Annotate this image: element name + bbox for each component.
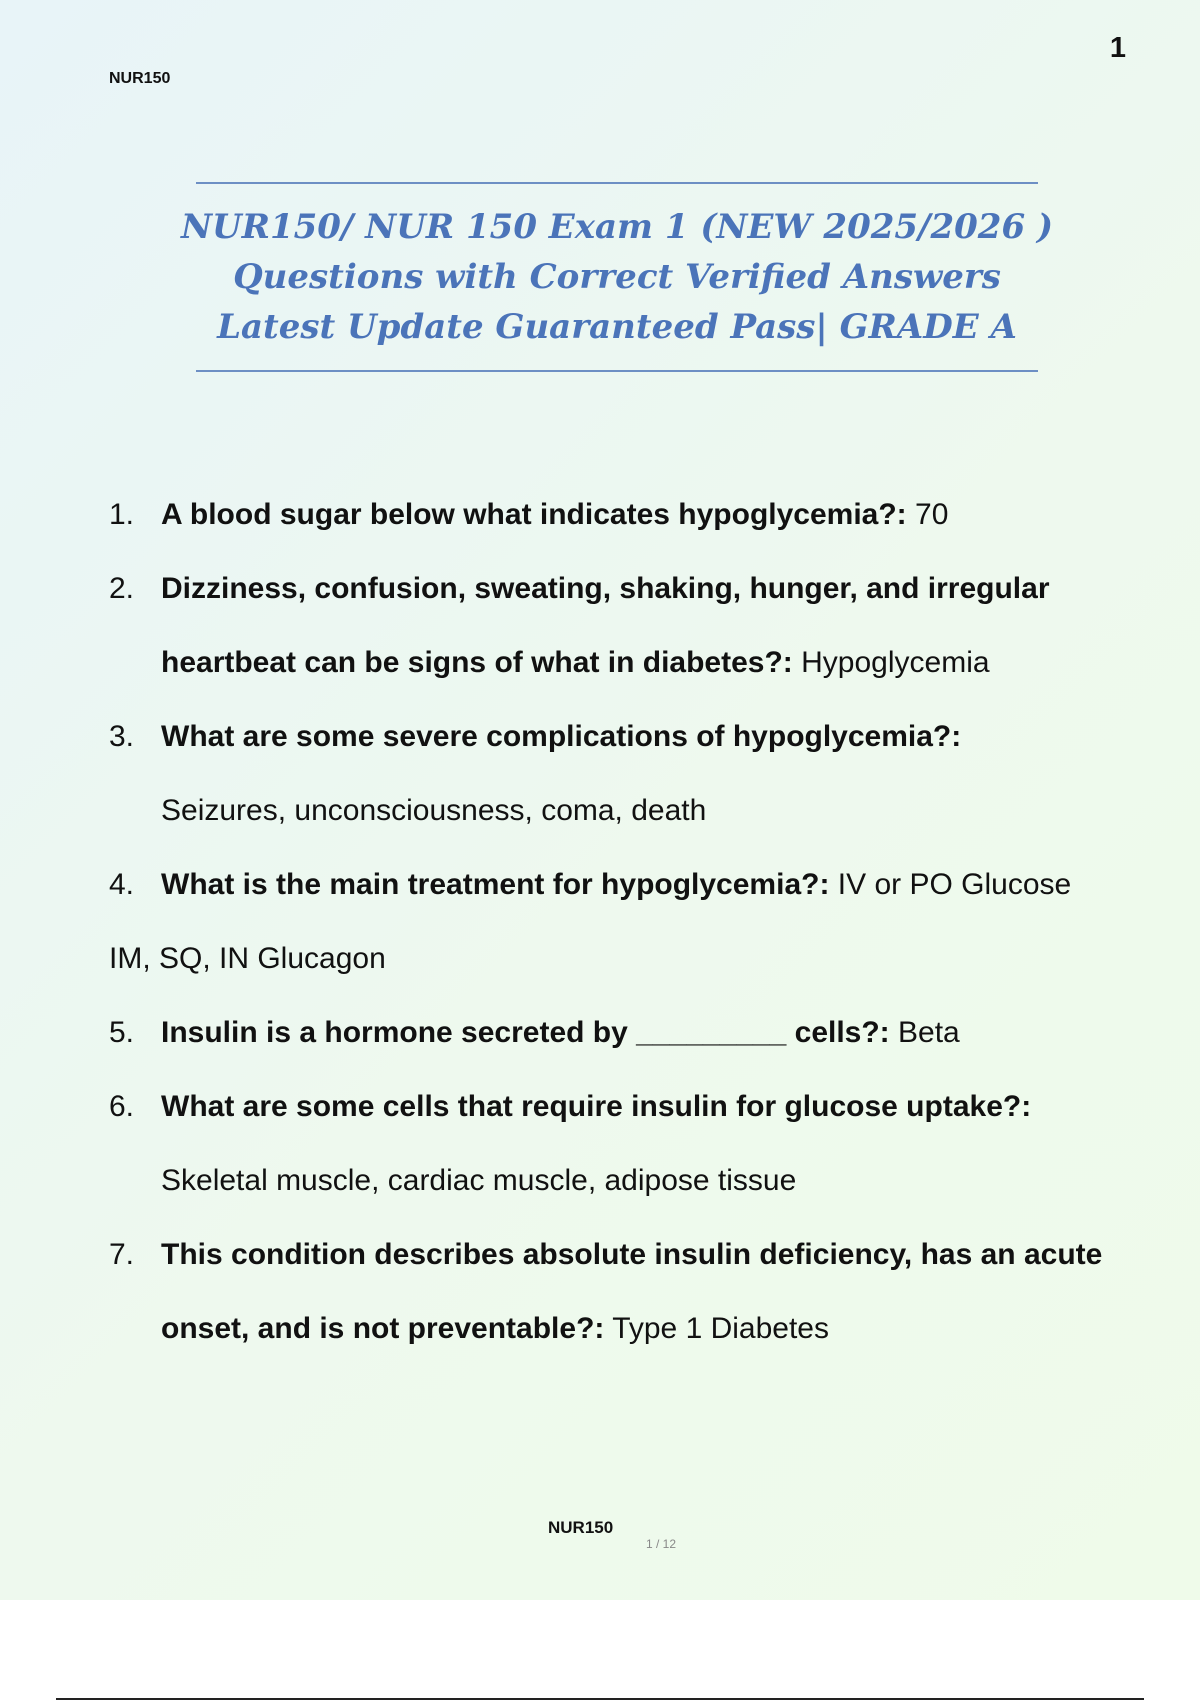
question-text: What are some cells that require insulin for glucose uptake?: [161, 1090, 1032, 1123]
answer-text: Beta [889, 1016, 960, 1049]
question-item-5 [109, 996, 1129, 1070]
question-item-3 [109, 700, 1129, 848]
question-number: 4. [109, 868, 135, 901]
answer-text: 70 [906, 498, 949, 531]
answer-text: Hypoglycemia [792, 646, 990, 679]
question-item-1 [109, 478, 1129, 552]
answer-text: Seizures, unconsciousness, coma, death [161, 794, 707, 827]
question-item-7 [109, 1218, 1129, 1366]
question-number: 6. [109, 1090, 135, 1123]
question-text: Dizziness, confusion, sweating, shaking, hunger, and irregular heartbeat can be signs of what in diabetes?: [161, 572, 1050, 679]
title-line-3: Latest Update Guaranteed Pass| GRADE A [217, 307, 1017, 347]
header-course-code: NUR150 [109, 70, 171, 87]
question-number: 1. [109, 498, 135, 531]
question-number: 3. [109, 720, 135, 753]
question-text: A blood sugar below what indicates hypoglycemia?: [161, 498, 907, 531]
answer-continuation: IM, SQ, IN Glucagon [109, 942, 386, 975]
question-number: 5. [109, 1016, 135, 1049]
question-item-4 [109, 848, 1129, 922]
question-text: This condition describes absolute insulin deficiency, has an acute onset, and is not preventable?: [161, 1238, 1103, 1345]
question-text: What is the main treatment for hypoglycemia?: [161, 868, 830, 901]
footer-course-code: NUR150 [548, 1518, 614, 1537]
question-list [109, 478, 1129, 1366]
document-title [180, 182, 1054, 372]
question-item-2 [109, 552, 1129, 700]
question-item-6 [109, 1070, 1129, 1218]
question-number: 7. [109, 1238, 135, 1271]
page-counter: 1 / 12 [646, 1537, 677, 1551]
answer-text: Type 1 Diabetes [604, 1312, 829, 1345]
title-line-1: NUR150/ NUR 150 Exam 1 (NEW 2025/2026 ) [180, 207, 1054, 247]
question-number: 2. [109, 572, 135, 605]
question-text: Insulin is a hormone secreted by _________ cells?: [161, 1016, 890, 1049]
answer-text: Skeletal muscle, cardiac muscle, adipose tissue [161, 1164, 797, 1197]
answer-text: IV or PO Glucose [829, 868, 1072, 901]
title-line-2: Questions with Correct Verified Answers [233, 257, 1001, 297]
page-number: 1 [1109, 32, 1126, 64]
question-text: What are some severe complications of hypoglycemia?: [161, 720, 962, 753]
